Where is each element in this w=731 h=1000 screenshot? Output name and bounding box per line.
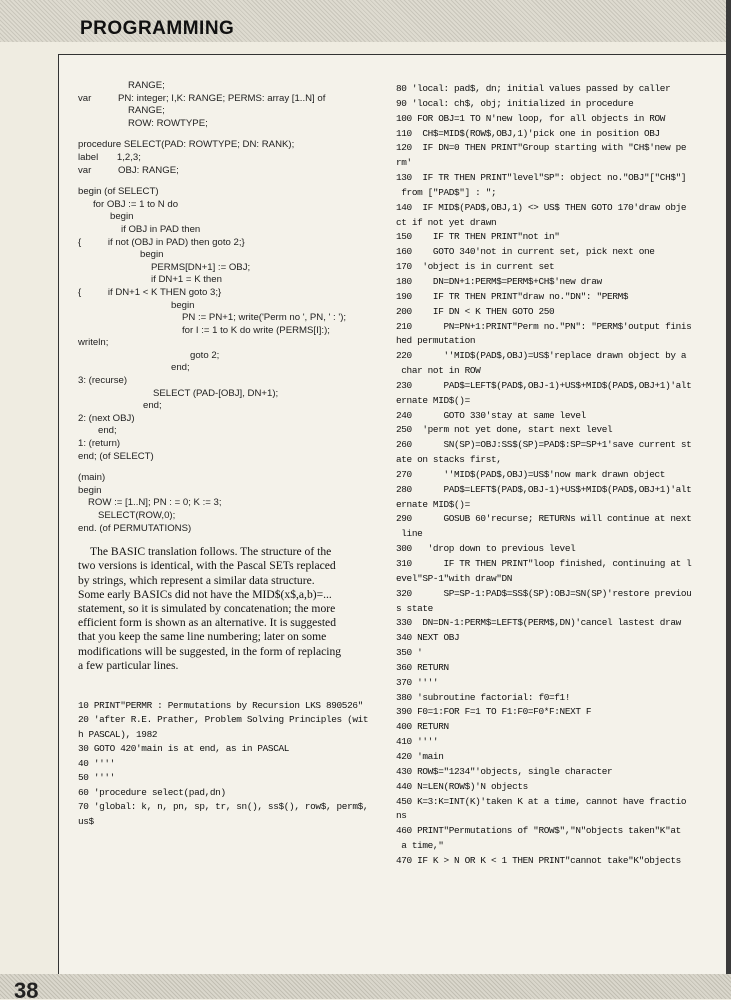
code-line: 470 IF K > N OR K < 1 THEN PRINT"cannot take"K"objects bbox=[396, 854, 681, 866]
code-line: 110 CH$=MID$(ROW$,OBJ,1)'pick one in position OBJ bbox=[396, 127, 660, 139]
code-line: 100 FOR OBJ=1 TO N'new loop, for all objects in ROW bbox=[396, 112, 666, 124]
pascal-line: label 1,2,3; bbox=[78, 151, 141, 163]
prose-line: modifications will be suggested, in the form of replacing bbox=[78, 644, 342, 658]
code-line: 20 'after R.E. Prather, Problem Solving Principles (wit bbox=[78, 714, 369, 726]
prose-line: by strings, which represent a similar data structure. bbox=[78, 573, 315, 587]
pascal-line: procedure SELECT(PAD: ROWTYPE; DN: RANK); bbox=[78, 139, 295, 151]
code-line: rm' bbox=[396, 157, 412, 169]
pascal-line: { if not (OBJ in PAD) then goto 2;} bbox=[78, 236, 245, 248]
code-line: 190 IF TR THEN PRINT"draw no."DN": "PERM$ bbox=[396, 290, 629, 302]
pascal-line: PN := PN+1; write('Perm no ', PN, ' : '); bbox=[182, 312, 347, 324]
code-line: 290 GOSUB 60'recurse; RETURNs will continue at next bbox=[396, 513, 692, 525]
prose-line: statement, so it is simulated by concatenation; the more bbox=[78, 601, 336, 615]
prose-line: The BASIC translation follows. The structure of the bbox=[90, 545, 332, 559]
pascal-line: var OBJ: RANGE; bbox=[78, 164, 179, 176]
code-line: hed permutation bbox=[396, 335, 476, 347]
pascal-line: begin bbox=[110, 211, 134, 223]
basic-listing-right bbox=[396, 82, 726, 869]
prose-line: efficient form is shown as an alternative. It is suggested bbox=[78, 616, 337, 630]
code-line: 170 'object is in current set bbox=[396, 261, 555, 273]
code-line: ns bbox=[396, 810, 407, 822]
code-line: 80 'local: pad$, dn; initial values passed by caller bbox=[396, 83, 671, 94]
code-line: 430 ROW$="1234"'objects, single character bbox=[396, 765, 613, 777]
pascal-line: end. (of PERMUTATIONS) bbox=[78, 522, 192, 534]
pascal-line bbox=[78, 177, 388, 186]
code-line: 250 'perm not yet done, start next level bbox=[396, 424, 613, 436]
pascal-line: begin bbox=[78, 484, 102, 496]
code-line: 260 SN(SP)=OBJ:SS$(SP)=PAD$:SP=SP+1'save current st bbox=[396, 439, 692, 451]
pascal-line: end; bbox=[143, 400, 162, 412]
code-line: 210 PN=PN+1:PRINT"Perm no."PN": "PERM$'output finis bbox=[396, 320, 692, 332]
pascal-line: end; bbox=[171, 362, 190, 374]
pascal-line: (main) bbox=[78, 472, 106, 484]
pascal-line: begin (of SELECT) bbox=[78, 186, 159, 198]
code-line: ct if not yet drawn bbox=[396, 216, 497, 228]
pascal-line: RANGE; bbox=[128, 105, 165, 117]
code-line: 350 ' bbox=[396, 647, 423, 659]
code-line: us$ bbox=[78, 815, 94, 827]
code-line: 70 'global: k, n, pn, sp, tr, sn(), ss$(), row$, perm$, bbox=[78, 801, 369, 813]
pascal-line: ROW := [1..N]; PN : = 0; K := 3; bbox=[88, 497, 222, 509]
code-line: char not in ROW bbox=[396, 365, 481, 377]
pascal-line bbox=[78, 130, 388, 139]
code-line: s state bbox=[396, 602, 433, 614]
pascal-line bbox=[78, 463, 388, 472]
code-line: 10 PRINT"PERMR : Permutations by Recursion LKS 890526" bbox=[78, 699, 363, 711]
code-line: 360 RETURN bbox=[396, 661, 449, 673]
code-line: 320 SP=SP-1:PAD$=SS$(SP):OBJ=SN(SP)'restore previou bbox=[396, 587, 692, 599]
code-line: 270 ''MID$(PAD$,OBJ)=US$'now mark drawn object bbox=[396, 468, 666, 480]
code-line: line bbox=[396, 528, 423, 540]
code-line: 280 PAD$=LEFT$(PAD$,OBJ-1)+US$+MID$(PAD$,OBJ+1)'alt bbox=[396, 483, 692, 495]
code-line: from ["PAD$"] : "; bbox=[396, 186, 497, 198]
pascal-line: RANGE; bbox=[128, 80, 165, 91]
pascal-line: { if DN+1 < K THEN goto 3;} bbox=[78, 286, 222, 298]
code-line: a time," bbox=[396, 840, 444, 852]
pascal-line: end; (of SELECT) bbox=[78, 450, 154, 462]
prose-line: Some early BASICs did not have the MID$(x$,a,b)=... bbox=[78, 587, 332, 601]
code-line: 150 IF TR THEN PRINT"not in" bbox=[396, 231, 560, 243]
code-line: 200 IF DN < K THEN GOTO 250 bbox=[396, 305, 555, 317]
code-line: 370 '''' bbox=[396, 676, 439, 688]
code-line: 160 GOTO 340'not in current set, pick next one bbox=[396, 246, 655, 258]
code-line: 30 GOTO 420'main is at end, as in PASCAL bbox=[78, 743, 290, 755]
footer-band bbox=[0, 974, 731, 999]
code-line: 410 '''' bbox=[396, 736, 439, 748]
pascal-line: begin bbox=[171, 299, 195, 311]
section-header: PROGRAMMING bbox=[80, 18, 235, 39]
code-line: 220 ''MID$(PAD$,OBJ)=US$'replace drawn object by a bbox=[396, 350, 687, 362]
code-line: 390 F0=1:FOR F=1 TO F1:F0=F0*F:NEXT F bbox=[396, 706, 592, 718]
code-line: 420 'main bbox=[396, 750, 444, 762]
code-line: ernate MID$()= bbox=[396, 394, 470, 406]
code-line: 240 GOTO 330'stay at same level bbox=[396, 409, 586, 421]
code-line: 330 DN=DN-1:PERM$=LEFT$(PERM$,DN)'cancel lastest draw bbox=[396, 617, 681, 629]
pascal-line: begin bbox=[140, 249, 164, 261]
pascal-line: if DN+1 = K then bbox=[151, 274, 222, 286]
code-line: 140 IF MID$(PAD$,OBJ,1) <> US$ THEN GOTO 170'draw obje bbox=[396, 201, 687, 213]
code-line: 180 DN=DN+1:PERM$=PERM$+CH$'new draw bbox=[396, 275, 602, 287]
code-line: evel"SP-1"with draw"DN bbox=[396, 572, 513, 584]
pascal-line: for I := 1 to K do write (PERMS[I]:); bbox=[182, 324, 330, 336]
pascal-listing bbox=[78, 80, 388, 535]
pascal-line: 2: (next OBJ) bbox=[78, 412, 135, 424]
left-column bbox=[78, 80, 388, 829]
code-line: 460 PRINT"Permutations of "ROW$","N"objects taken"K"at bbox=[396, 825, 681, 837]
code-line: 90 'local: ch$, obj; initialized in procedure bbox=[396, 97, 634, 109]
pascal-line: SELECT(ROW,0); bbox=[98, 510, 176, 521]
pascal-line: var PN: integer; I,K: RANGE; PERMS: array [1..N] of bbox=[78, 92, 326, 104]
code-line: 120 IF DN=0 THEN PRINT"Group starting with "CH$'new pe bbox=[396, 142, 687, 154]
code-line: 310 IF TR THEN PRINT"loop finished, continuing at l bbox=[396, 558, 692, 569]
code-line: 50 '''' bbox=[78, 772, 115, 784]
code-line: 230 PAD$=LEFT$(PAD$,OBJ-1)+US$+MID$(PAD$,OBJ+1)'alt bbox=[396, 379, 692, 391]
code-line: 450 K=3:K=INT(K)'taken K at a time, cannot have fractio bbox=[396, 795, 687, 807]
basic-listing-left bbox=[78, 699, 388, 830]
code-line: 440 N=LEN(ROW$)'N objects bbox=[396, 780, 528, 792]
page-edge bbox=[726, 0, 731, 999]
prose-paragraph bbox=[78, 545, 388, 673]
pascal-line: if OBJ in PAD then bbox=[121, 223, 201, 235]
code-line: 60 'procedure select(pad,dn) bbox=[78, 786, 226, 798]
code-line: ernate MID$()= bbox=[396, 498, 470, 510]
pascal-line: SELECT (PAD-[OBJ], DN+1); bbox=[153, 387, 279, 399]
prose-line: two versions is identical, with the Pascal SETs replaced bbox=[78, 559, 336, 573]
pascal-line: writeln; bbox=[78, 337, 109, 349]
pascal-line: 3: (recurse) bbox=[78, 375, 128, 387]
pascal-line: end; bbox=[98, 425, 117, 437]
prose-line: that you keep the same line numbering; later on some bbox=[78, 630, 327, 644]
right-column bbox=[396, 82, 726, 869]
code-line: ate on stacks first, bbox=[396, 454, 502, 466]
pascal-line: PERMS[DN+1] := OBJ; bbox=[151, 261, 251, 273]
code-line: 40 '''' bbox=[78, 757, 115, 769]
code-line: 130 IF TR THEN PRINT"level"SP": object no."OBJ"["CH$"] bbox=[396, 172, 687, 184]
pascal-line: ROW: ROWTYPE; bbox=[128, 117, 208, 129]
prose-line: a few particular lines. bbox=[78, 658, 179, 672]
code-line: 340 NEXT OBJ bbox=[396, 632, 460, 644]
pascal-line: for OBJ := 1 to N do bbox=[93, 198, 179, 210]
code-line: 400 RETURN bbox=[396, 721, 449, 733]
code-line: 380 'subroutine factorial: f0=f1! bbox=[396, 691, 571, 703]
pascal-line: goto 2; bbox=[190, 349, 220, 361]
pascal-line: 1: (return) bbox=[78, 438, 121, 450]
code-line: h PASCAL), 1982 bbox=[78, 728, 158, 740]
code-line: 300 'drop down to previous level bbox=[396, 543, 576, 555]
page-number: 38 bbox=[14, 978, 39, 1000]
